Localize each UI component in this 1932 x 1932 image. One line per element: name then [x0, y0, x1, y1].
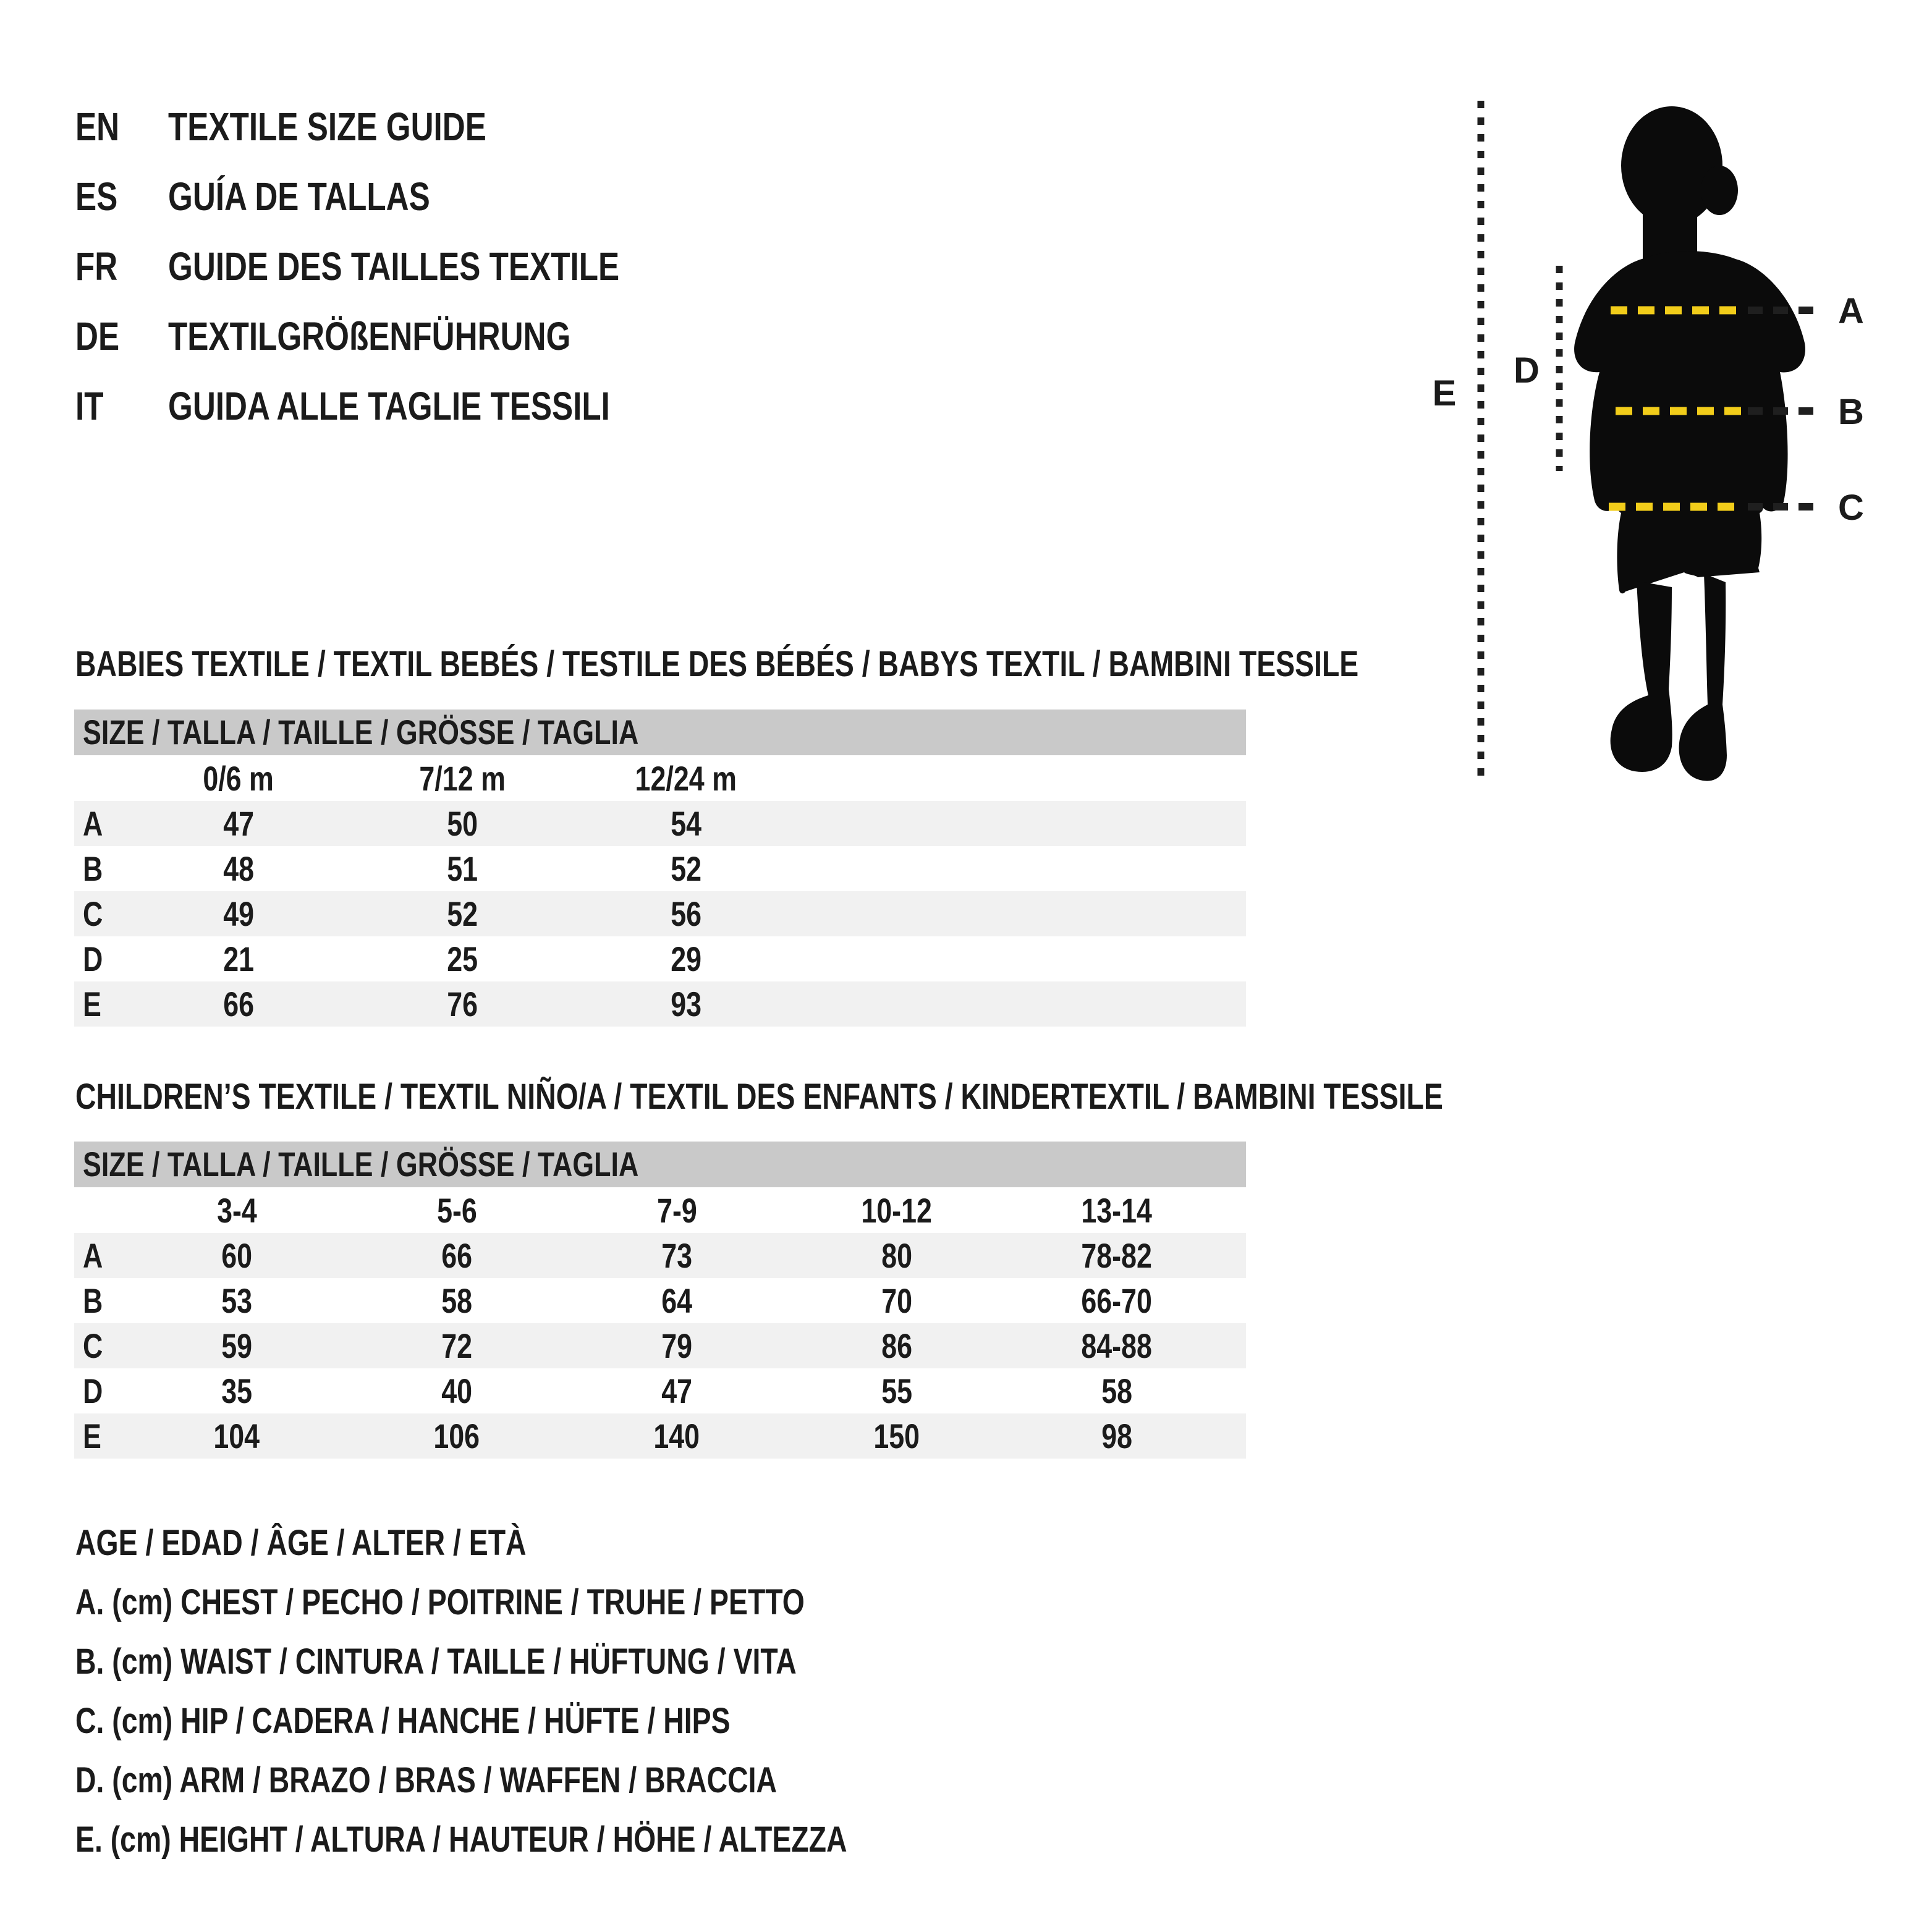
- babies-col-header-1: 7/12 m: [419, 758, 506, 798]
- children-col-header-4: 13-14: [1081, 1190, 1153, 1230]
- babies-section-title: BABIES TEXTILE / TEXTIL BEBÉS / TESTILE DES BÉBÉS / BABYS TEXTIL / BAMBINI TESSILE: [75, 644, 1359, 684]
- lang-row-es: [75, 161, 1064, 231]
- measurement-figure: [1421, 93, 1928, 822]
- table-row: D 21 25 29: [83, 939, 701, 978]
- figure-label-chest-a: A: [1838, 291, 1864, 331]
- lang-row-de: [75, 301, 1064, 371]
- legend-arm-d: D. (cm) ARM / BRAZO / BRAS / WAFFEN / BRACCIA: [75, 1760, 777, 1800]
- babies-table-size-header: SIZE / TALLA / TAILLE / GRÖSSE / TAGLIA: [74, 710, 1246, 755]
- child-silhouette-figure: [1421, 93, 1928, 822]
- lang-title-fr: GUIDE DES TAILLES TEXTILE: [168, 244, 620, 289]
- table-row: E 66 76 93: [74, 981, 1246, 1027]
- children-col-header-2: 7-9: [656, 1190, 697, 1230]
- children-size-table: [74, 1142, 1246, 1459]
- figure-label-waist-b: B: [1838, 392, 1864, 432]
- table-row: A 47 50 54: [74, 801, 1246, 846]
- legend-height-e: E. (cm) HEIGHT / ALTURA / HAUTEUR / HÖHE / ALTEZZA: [75, 1819, 847, 1860]
- lang-row-fr: [75, 231, 1064, 301]
- lang-title-de: TEXTILGRÖßENFÜHRUNG: [168, 313, 571, 358]
- table-row: C 49 52 56: [74, 891, 1246, 936]
- lang-row-en: [75, 91, 1064, 161]
- table-row: B 48 51 52: [83, 849, 701, 888]
- table-row: D 35 40 47 55 58: [83, 1371, 1132, 1410]
- lang-title-en: TEXTILE SIZE GUIDE: [168, 104, 486, 149]
- children-col-header-0: 3-4: [216, 1190, 257, 1230]
- lang-code-fr: FR: [75, 244, 118, 289]
- lang-row-it: [75, 371, 1064, 441]
- lang-code-de: DE: [75, 313, 120, 358]
- babies-col-header-2: 12/24 m: [635, 758, 737, 798]
- children-section-title: CHILDREN’S TEXTILE / TEXTIL NIÑO/A / TEXTIL DES ENFANTS / KINDERTEXTIL / BAMBINI TESSILE: [75, 1077, 1443, 1117]
- figure-label-height-e: E: [1432, 373, 1457, 413]
- lang-title-es: GUÍA DE TALLAS: [168, 174, 430, 219]
- babies-size-table: [74, 710, 1246, 1027]
- table-row: A 60 66 73 80 78-82: [74, 1233, 1246, 1278]
- legend-hip-c: C. (cm) HIP / CADERA / HANCHE / HÜFTE / HIPS: [75, 1700, 731, 1741]
- children-table-size-header: SIZE / TALLA / TAILLE / GRÖSSE / TAGLIA: [74, 1142, 1246, 1187]
- language-header: [75, 91, 1064, 441]
- table-row: C 59 72 79 86 84-88: [74, 1323, 1246, 1368]
- lang-code-es: ES: [75, 174, 118, 219]
- legend-age: AGE / EDAD / ÂGE / ALTER / ETÀ: [75, 1522, 527, 1563]
- babies-col-header-0: 0/6 m: [203, 758, 274, 798]
- lang-title-it: GUIDA ALLE TAGLIE TESSILI: [168, 383, 610, 428]
- figure-label-hip-c: C: [1838, 488, 1864, 528]
- children-col-header-1: 5-6: [436, 1190, 477, 1230]
- measurement-legend: [75, 1513, 1040, 1869]
- figure-label-arm-d: D: [1514, 350, 1540, 391]
- legend-chest-a: A. (cm) CHEST / PECHO / POITRINE / TRUHE / PETTO: [75, 1582, 805, 1622]
- babies-table-column-headers: [74, 755, 1246, 801]
- lang-code-it: IT: [75, 383, 104, 428]
- children-col-header-3: 10-12: [861, 1190, 933, 1230]
- table-row: E 104 106 140 150 98: [74, 1413, 1246, 1459]
- table-row: B 53 58 64 70 66-70: [83, 1281, 1153, 1320]
- children-table-column-headers: [74, 1187, 1246, 1233]
- legend-waist-b: B. (cm) WAIST / CINTURA / TAILLE / HÜFTUNG / VITA: [75, 1641, 797, 1682]
- lang-code-en: EN: [75, 104, 120, 149]
